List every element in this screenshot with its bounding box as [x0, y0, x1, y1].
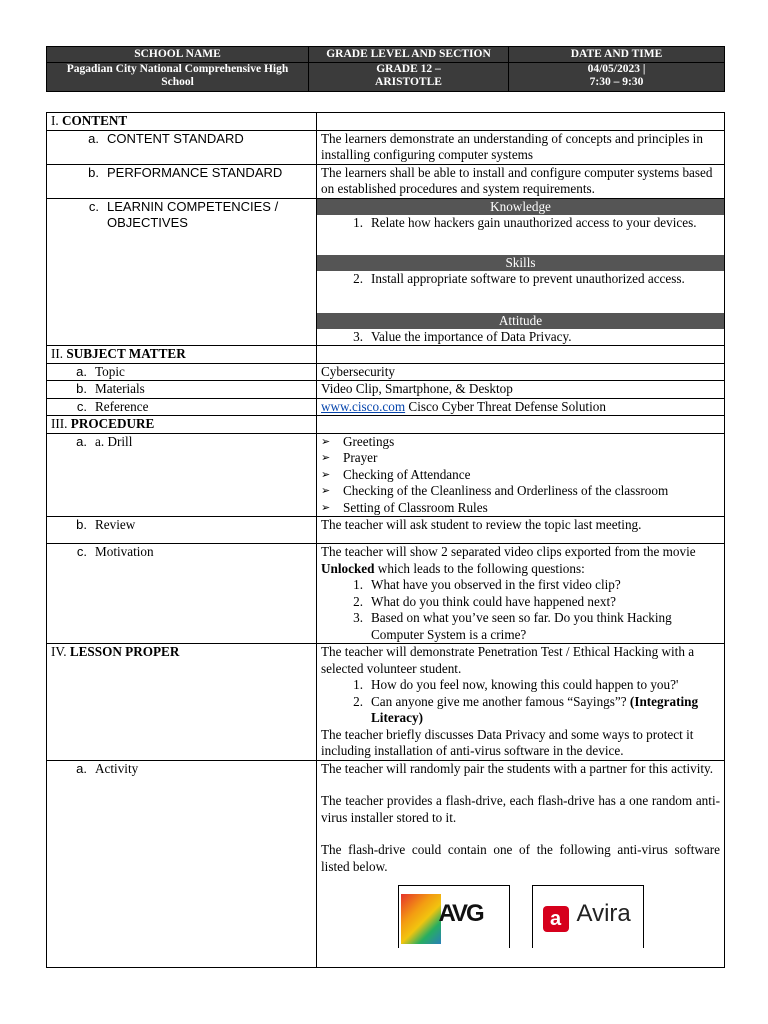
activity-paragraph: The flash-drive could contain one of the following anti-virus software listed below. — [321, 842, 720, 874]
empty-cell — [317, 346, 725, 364]
question: How do you feel now, knowing this could happen to you?' — [371, 677, 679, 692]
materials-value: Video Clip, Smartphone, & Desktop — [317, 381, 725, 399]
item-letter: a. — [76, 760, 87, 776]
item-letter: b. — [88, 164, 99, 180]
section-number: III. — [51, 416, 68, 431]
obj-number: 3. — [353, 328, 363, 344]
obj-number: 2. — [353, 270, 363, 286]
objective-1: Relate how hackers gain unauthorized access to your devices. — [371, 214, 697, 230]
lesson-cell — [317, 644, 725, 761]
section-title: SUBJECT MATTER — [66, 346, 186, 361]
motivation-intro-text: The teacher will show 2 separated video clips exported from the movie — [321, 544, 696, 559]
activity-label — [47, 760, 317, 967]
lesson-intro: The teacher will demonstrate Penetration Test / Ethical Hacking with a selected volunteer student. — [321, 644, 695, 676]
header-table — [46, 46, 725, 92]
list-item — [321, 483, 720, 500]
school-name-value: Pagadian City National Comprehensive High School — [47, 63, 309, 92]
question: What do you think could have happened next? — [371, 593, 616, 609]
motivation-rest: which leads to the following questions: — [374, 560, 585, 576]
item-label: CONTENT STANDARD — [107, 130, 244, 146]
motivation-cell — [317, 544, 725, 644]
item-label: Reference — [95, 398, 149, 414]
item-letter: a. — [76, 363, 87, 379]
date-time-header: DATE AND TIME — [509, 47, 725, 63]
item-label: Topic — [95, 363, 125, 379]
drill-list — [317, 433, 725, 517]
topic-value: Cybersecurity — [317, 363, 725, 381]
drill-label — [47, 433, 317, 517]
item-letter: a. — [88, 130, 99, 146]
motivation-intro — [321, 544, 720, 577]
avira-mark-icon: a — [543, 906, 569, 932]
section-procedure-heading — [47, 416, 317, 434]
avg-mark-icon — [401, 894, 441, 944]
movie-title: Unlocked — [321, 560, 375, 576]
section-title: LESSON PROPER — [69, 644, 180, 659]
item-label: a. Drill — [95, 433, 133, 449]
section-subject-heading — [47, 346, 317, 364]
avira-logo — [532, 885, 644, 948]
item-label: Activity — [95, 760, 139, 776]
arrow-bullet-icon: ➢ — [321, 485, 331, 497]
section-number: II. — [51, 346, 64, 361]
item-label: LEARNIN COMPETENCIES / OBJECTIVES — [107, 198, 279, 230]
item-label: Review — [95, 517, 136, 532]
competencies-label — [47, 198, 317, 346]
question-tag: (Integrating Literacy) — [371, 693, 699, 725]
list-item — [321, 467, 720, 484]
list-item — [321, 434, 720, 451]
section-lesson-heading — [47, 644, 317, 761]
empty-cell — [317, 416, 725, 434]
item-letter: c. — [88, 198, 99, 214]
review-text: The teacher will ask student to review the topic last meeting. — [317, 517, 725, 544]
avg-logo — [398, 885, 510, 948]
section-number: I. — [51, 113, 59, 128]
activity-cell — [317, 760, 725, 967]
lesson-plan-table — [46, 112, 725, 968]
section-number: IV. — [51, 644, 67, 659]
grade-line-2: ARISTOTLE — [375, 76, 442, 88]
section-content-heading — [47, 113, 317, 131]
list-item — [321, 450, 720, 467]
item-letter: c. — [76, 544, 87, 559]
list-item: 3. Based on what you’ve seen so far. Do you think Hacking Computer System is a crime? — [321, 610, 720, 643]
grade-line-1: GRADE 12 – — [376, 63, 441, 75]
section-title: CONTENT — [62, 113, 128, 128]
date-line-1: 04/05/2023 | — [587, 63, 646, 75]
drill-item: Greetings — [343, 433, 395, 449]
grade-level-header: GRADE LEVEL AND SECTION — [309, 47, 509, 63]
lesson-outro: The teacher briefly discusses Data Privacy and some ways to protect it including installation of anti-virus software in the device. — [321, 726, 694, 758]
drill-item: Checking of Attendance — [343, 466, 471, 482]
arrow-bullet-icon: ➢ — [321, 501, 331, 514]
list-item: 1. How do you feel now, knowing this could happen to you?' — [321, 677, 720, 694]
section-title: PROCEDURE — [70, 416, 155, 431]
skills-band: Skills — [317, 255, 724, 271]
drill-item: Prayer — [343, 450, 378, 465]
performance-standard-label — [47, 164, 317, 198]
item-letter: b. — [76, 517, 87, 532]
arrow-bullet-icon: ➢ — [321, 468, 331, 481]
performance-standard-text: The learners shall be able to install and configure computer systems based on established procedures and system requirements. — [317, 164, 725, 198]
review-label — [47, 517, 317, 544]
list-item: 1. What have you observed in the first video clip? — [321, 577, 720, 594]
date-time-value — [509, 63, 725, 92]
activity-paragraph: The teacher provides a flash-drive, each flash-drive has a one random anti-virus installer stored to it. — [321, 793, 720, 825]
question: What have you observed in the first video clip? — [371, 577, 621, 592]
date-line-2: 7:30 – 9:30 — [589, 76, 644, 88]
cisco-link[interactable]: www.cisco.com — [321, 398, 406, 414]
reference-label — [47, 398, 317, 416]
list-item — [321, 500, 720, 517]
objective-3: Value the importance of Data Privacy. — [371, 328, 572, 344]
reference-value — [317, 398, 725, 416]
item-label: PERFORMANCE STANDARD — [107, 164, 283, 180]
arrow-bullet-icon: ➢ — [321, 452, 331, 464]
objective-2: Install appropriate software to prevent unauthorized access. — [371, 270, 685, 286]
question: Based on what you’ve seen so far. Do you think Hacking Computer System is a crime? — [371, 610, 672, 642]
item-letter: b. — [76, 381, 87, 396]
reference-text: Cisco Cyber Threat Defense Solution — [405, 398, 606, 414]
avira-wordmark: Avira — [576, 900, 631, 927]
drill-item: Setting of Classroom Rules — [343, 499, 488, 515]
school-name-header: SCHOOL NAME — [47, 47, 309, 63]
antivirus-logos — [321, 875, 720, 948]
content-standard-label — [47, 130, 317, 164]
item-label: Materials — [95, 381, 145, 396]
list-item: 2. What do you think could have happened next? — [321, 594, 720, 611]
list-item: 2. Can anyone give me another famous “Sayings”? (Integrating Literacy) — [353, 693, 699, 725]
item-letter: c. — [76, 398, 87, 414]
grade-level-value — [309, 63, 509, 92]
motivation-label — [47, 544, 317, 644]
topic-label — [47, 363, 317, 381]
attitude-band: Attitude — [317, 313, 724, 329]
empty-cell — [317, 113, 725, 131]
knowledge-band: Knowledge — [317, 199, 724, 215]
avg-wordmark: AVG — [438, 900, 483, 927]
activity-paragraph: The teacher will randomly pair the students with a partner for this activity. — [321, 760, 714, 776]
materials-label — [47, 381, 317, 399]
obj-number: 1. — [353, 214, 363, 230]
arrow-bullet-icon: ➢ — [321, 435, 331, 448]
competencies-cell — [317, 198, 725, 346]
item-label: Motivation — [95, 544, 154, 559]
drill-item: Checking of the Cleanliness and Orderliness of the classroom — [343, 483, 669, 498]
question: Can anyone give me another famous “Sayings”? — [371, 693, 630, 709]
item-letter: a. — [76, 433, 87, 449]
content-standard-text: The learners demonstrate an understanding of concepts and principles in installing configuring computer systems — [317, 130, 725, 164]
